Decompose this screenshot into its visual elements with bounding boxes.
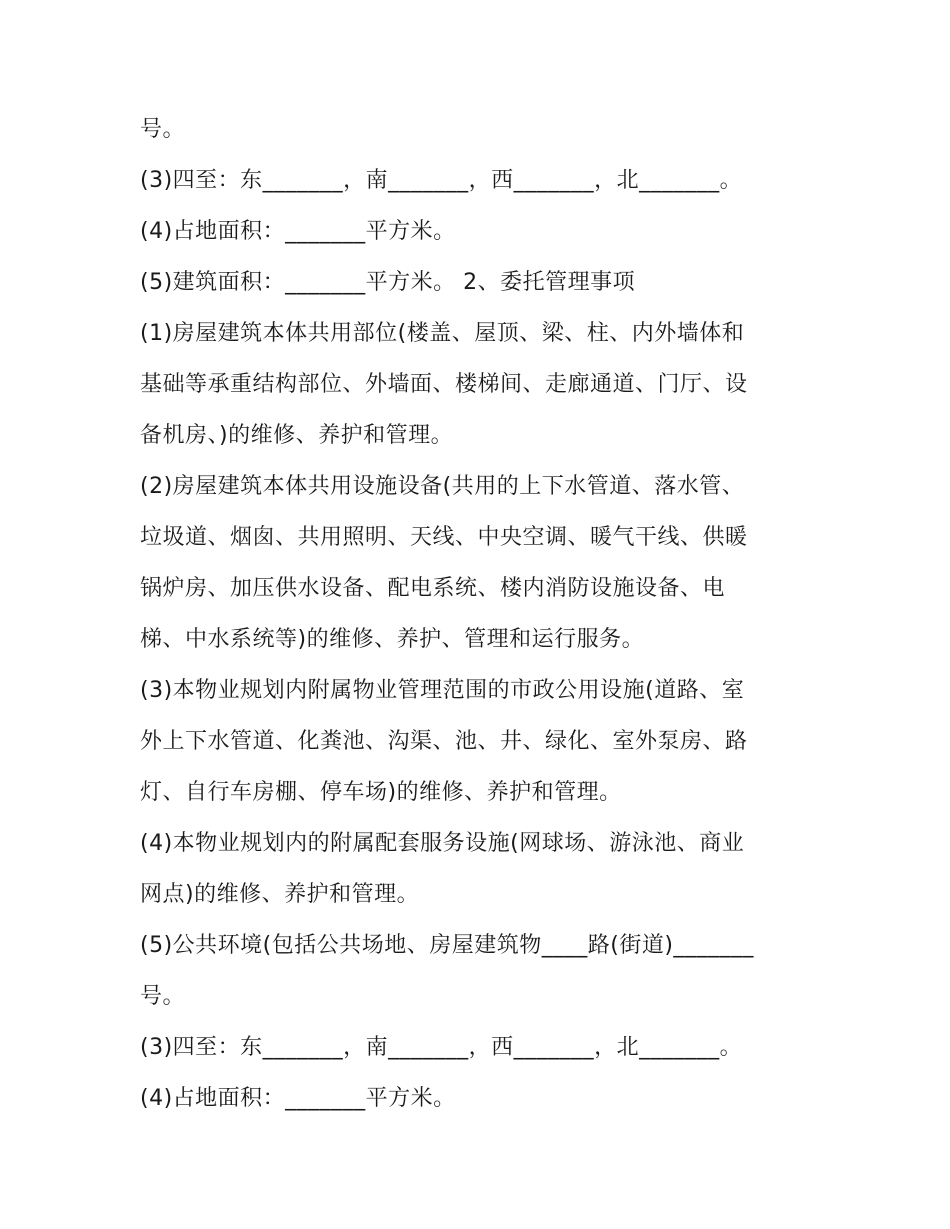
text-line: (3)四至：东_______，南_______，西_______，北_______。 (140, 168, 743, 193)
text-line: 锅炉房、加压供水设备、配电系统、楼内消防设施设备、电 (140, 576, 726, 601)
text-line: (1)房屋建筑本体共用部位(楼盖、屋顶、梁、柱、内外墙体和 (140, 321, 745, 346)
text-line: 基础等承重结构部位、外墙面、楼梯间、走廊通道、门厅、设 (140, 372, 748, 397)
text-line: 网点)的维修、养护和管理。 (140, 882, 420, 907)
text-line: 号。 (140, 117, 186, 142)
text-line: 垃圾道、烟囱、共用照明、天线、中央空调、暖气干线、供暖 (140, 525, 748, 550)
text-line: (3)本物业规划内附属物业管理范围的市政公用设施(道路、室 (140, 678, 745, 703)
text-line: (5)公共环境(包括公共场地、房屋建筑物____路(街道)_______ (140, 933, 754, 958)
text-line: (4)本物业规划内的附属配套服务设施(网球场、游泳池、商业 (140, 831, 745, 856)
text-line: (5)建筑面积：_______平方米。 2、委托管理事项 (140, 270, 636, 295)
text-line: 灯、自行车房棚、停车场)的维修、养护和管理。 (140, 780, 622, 805)
document-body (140, 104, 820, 1124)
text-line: (4)占地面积：_______平方米。 (140, 1086, 456, 1111)
text-line: 梯、中水系统等)的维修、养护、管理和运行服务。 (140, 627, 645, 652)
text-line: 外上下水管道、化粪池、沟渠、池、井、绿化、室外泵房、路 (140, 729, 748, 754)
text-line: (4)占地面积：_______平方米。 (140, 219, 456, 244)
text-line: (2)房屋建筑本体共用设施设备(共用的上下水管道、落水管、 (140, 474, 745, 499)
text-line: 号。 (140, 984, 186, 1009)
text-line: 备机房、)的维修、养护和管理。 (140, 423, 454, 448)
text-line: (3)四至：东_______，南_______，西_______，北_______。 (140, 1035, 743, 1060)
